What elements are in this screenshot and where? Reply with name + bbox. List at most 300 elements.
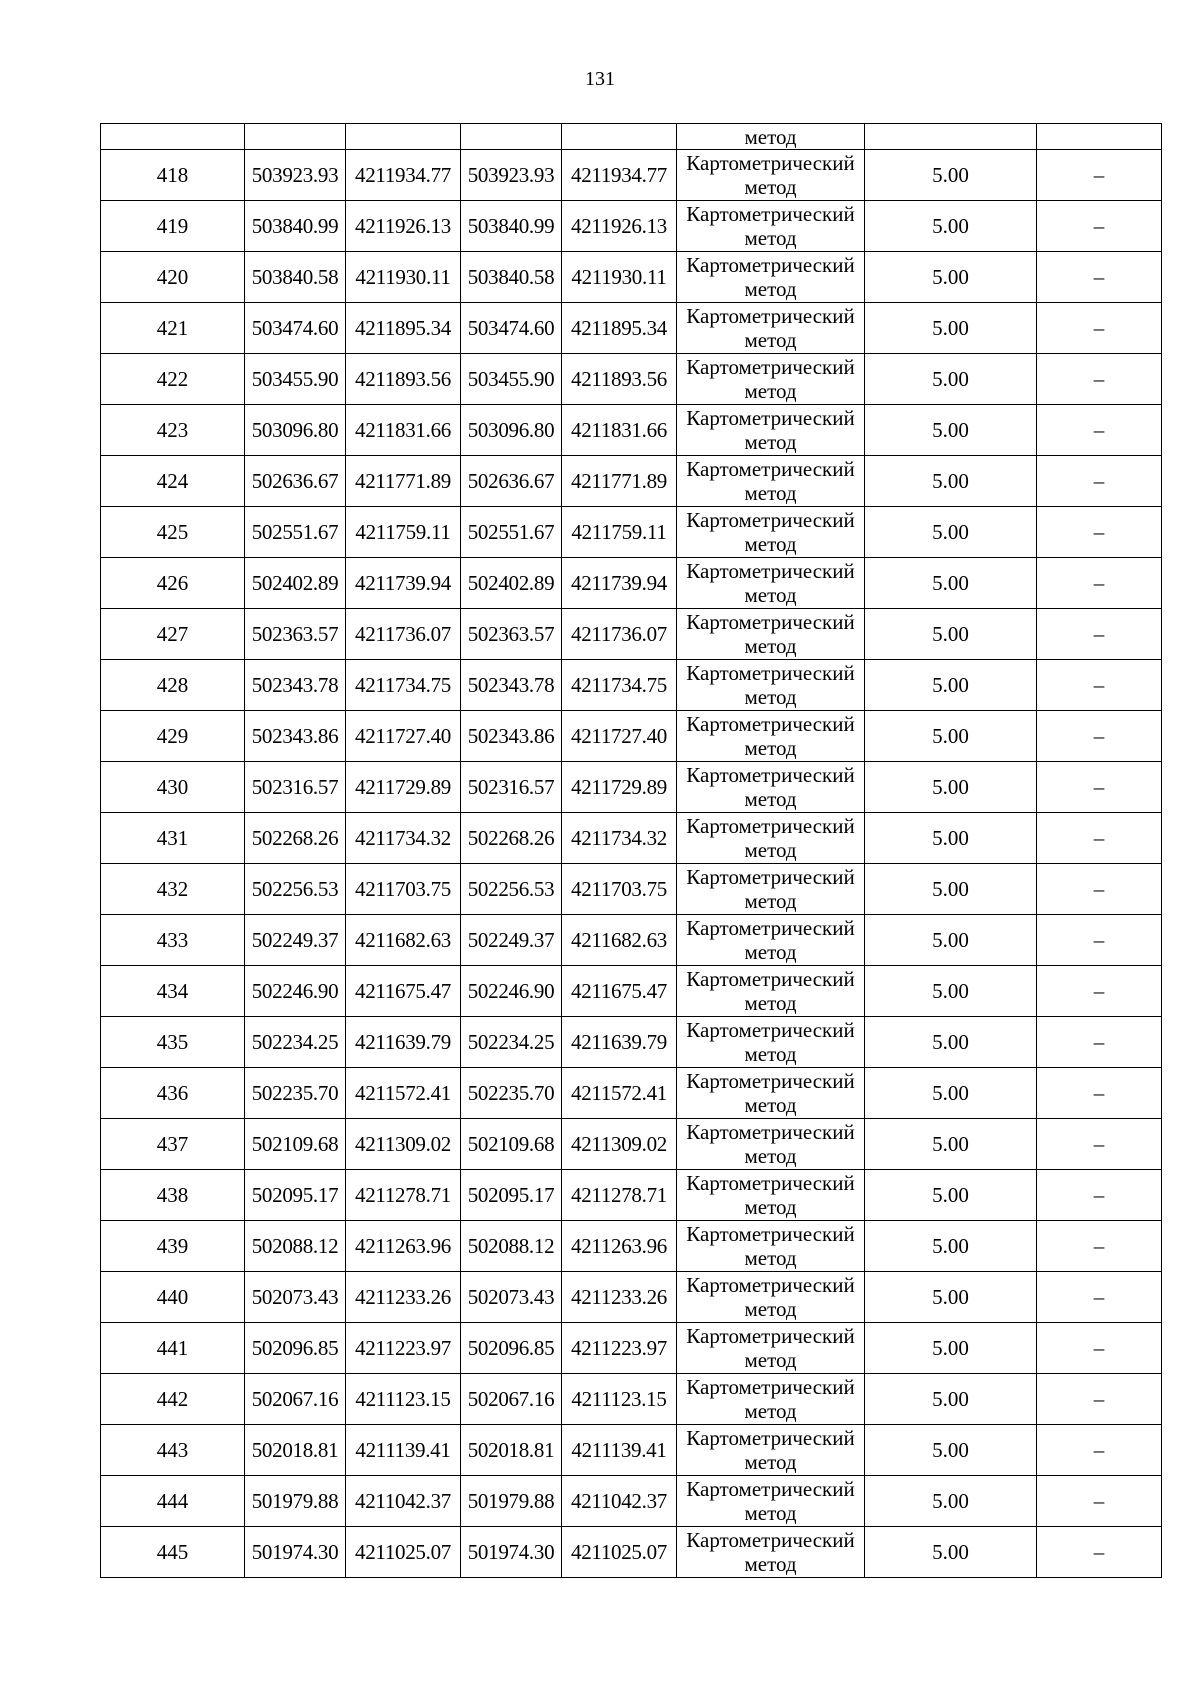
method-cell (677, 1170, 865, 1221)
y2-cell: 4211263.96 (562, 1221, 677, 1272)
method-line2: метод (744, 1042, 797, 1066)
x1-cell: 502343.78 (245, 660, 346, 711)
method-line2: метод (744, 1246, 797, 1270)
note-cell: – (1037, 558, 1162, 609)
method-cell (677, 864, 865, 915)
method-line1: Картометрический (686, 355, 855, 379)
method-line2: метод (744, 379, 797, 403)
table-row (101, 354, 1162, 405)
table-body (101, 124, 1162, 1578)
y1-cell: 4211042.37 (346, 1476, 461, 1527)
x1-cell: 503474.60 (245, 303, 346, 354)
x1-cell: 502249.37 (245, 915, 346, 966)
method-line1: Картометрический (686, 151, 855, 175)
x2-cell: 502249.37 (461, 915, 562, 966)
x2-cell: 503840.99 (461, 201, 562, 252)
precision-cell: 5.00 (865, 1272, 1037, 1323)
x1-cell: 502088.12 (245, 1221, 346, 1272)
precision-cell: 5.00 (865, 864, 1037, 915)
method-cell (677, 558, 865, 609)
y2-cell: 4211736.07 (562, 609, 677, 660)
y1-cell: 4211926.13 (346, 201, 461, 252)
x2-cell: 502246.90 (461, 966, 562, 1017)
method-line2: метод (744, 1195, 797, 1219)
y2-cell: 4211734.32 (562, 813, 677, 864)
y1-cell: 4211895.34 (346, 303, 461, 354)
y2-cell: 4211926.13 (562, 201, 677, 252)
table-cell (101, 124, 245, 150)
method-line2: метод (744, 1093, 797, 1117)
y2-cell: 4211934.77 (562, 150, 677, 201)
method-cell (677, 201, 865, 252)
y2-cell: 4211734.75 (562, 660, 677, 711)
y2-cell: 4211223.97 (562, 1323, 677, 1374)
method-cell (677, 1221, 865, 1272)
table-row (101, 1068, 1162, 1119)
table-row (101, 1272, 1162, 1323)
x2-cell: 502402.89 (461, 558, 562, 609)
method-cell (677, 456, 865, 507)
method-cell (677, 303, 865, 354)
method-line1: Картометрический (686, 508, 855, 532)
x2-cell: 502363.57 (461, 609, 562, 660)
point-number-cell: 442 (101, 1374, 245, 1425)
point-number-cell: 444 (101, 1476, 245, 1527)
note-cell: – (1037, 354, 1162, 405)
point-number-cell: 423 (101, 405, 245, 456)
method-line1: Картометрический (686, 1477, 855, 1501)
method-line2: метод (744, 991, 797, 1015)
method-line1: Картометрический (686, 559, 855, 583)
point-number-cell: 438 (101, 1170, 245, 1221)
precision-cell: 5.00 (865, 711, 1037, 762)
x2-cell: 502256.53 (461, 864, 562, 915)
y1-cell: 4211703.75 (346, 864, 461, 915)
point-number-cell: 433 (101, 915, 245, 966)
method-cell (677, 966, 865, 1017)
method-cell (677, 150, 865, 201)
method-line1: Картометрический (686, 1018, 855, 1042)
table-cell (346, 124, 461, 150)
precision-cell: 5.00 (865, 609, 1037, 660)
note-cell: – (1037, 1374, 1162, 1425)
method-line1: Картометрический (686, 661, 855, 685)
method-line2: метод (744, 736, 797, 760)
x2-cell: 502235.70 (461, 1068, 562, 1119)
x1-cell: 503840.99 (245, 201, 346, 252)
x1-cell: 502073.43 (245, 1272, 346, 1323)
table-row (101, 507, 1162, 558)
table-row (101, 915, 1162, 966)
precision-cell: 5.00 (865, 405, 1037, 456)
note-cell: – (1037, 303, 1162, 354)
method-line2: метод (744, 1450, 797, 1474)
method-cell (677, 252, 865, 303)
note-cell: – (1037, 1017, 1162, 1068)
x1-cell: 501974.30 (245, 1527, 346, 1578)
table-row (101, 303, 1162, 354)
method-line1: Картометрический (686, 1120, 855, 1144)
table-cell (245, 124, 346, 150)
method-line1: Картометрический (686, 814, 855, 838)
note-cell: – (1037, 660, 1162, 711)
coordinates-table (100, 123, 1162, 1578)
table-row (101, 762, 1162, 813)
x1-cell: 502018.81 (245, 1425, 346, 1476)
point-number-cell: 434 (101, 966, 245, 1017)
method-cell (677, 915, 865, 966)
method-line2: метод (744, 889, 797, 913)
y2-cell: 4211771.89 (562, 456, 677, 507)
method-line1: Картометрический (686, 1069, 855, 1093)
precision-cell: 5.00 (865, 507, 1037, 558)
y1-cell: 4211831.66 (346, 405, 461, 456)
precision-cell: 5.00 (865, 966, 1037, 1017)
x2-cell: 503455.90 (461, 354, 562, 405)
method-line1: Картометрический (686, 712, 855, 736)
point-number-cell: 430 (101, 762, 245, 813)
method-line2: метод (744, 583, 797, 607)
precision-cell: 5.00 (865, 915, 1037, 966)
method-line1: Картометрический (686, 916, 855, 940)
point-number-cell: 432 (101, 864, 245, 915)
method-cell (677, 609, 865, 660)
y2-cell: 4211278.71 (562, 1170, 677, 1221)
method-cell (677, 813, 865, 864)
method-line1: Картометрический (686, 1426, 855, 1450)
y2-cell: 4211675.47 (562, 966, 677, 1017)
method-cell (677, 1017, 865, 1068)
y2-cell: 4211572.41 (562, 1068, 677, 1119)
precision-cell: 5.00 (865, 201, 1037, 252)
precision-cell: 5.00 (865, 1425, 1037, 1476)
precision-cell: 5.00 (865, 1170, 1037, 1221)
y2-cell: 4211727.40 (562, 711, 677, 762)
table-row (101, 201, 1162, 252)
y1-cell: 4211736.07 (346, 609, 461, 660)
precision-cell: 5.00 (865, 150, 1037, 201)
note-cell: – (1037, 966, 1162, 1017)
x2-cell: 502088.12 (461, 1221, 562, 1272)
x1-cell: 502235.70 (245, 1068, 346, 1119)
x2-cell: 502109.68 (461, 1119, 562, 1170)
method-line2: метод (744, 685, 797, 709)
precision-cell: 5.00 (865, 660, 1037, 711)
x2-cell: 501979.88 (461, 1476, 562, 1527)
note-cell: – (1037, 1425, 1162, 1476)
method-line2: метод (744, 940, 797, 964)
point-number-cell: 431 (101, 813, 245, 864)
y1-cell: 4211223.97 (346, 1323, 461, 1374)
point-number-cell: 429 (101, 711, 245, 762)
method-line2: метод (744, 1348, 797, 1372)
point-number-cell: 424 (101, 456, 245, 507)
note-cell: – (1037, 762, 1162, 813)
table-cell (865, 124, 1037, 150)
method-line1: Картометрический (686, 457, 855, 481)
table-row (101, 1017, 1162, 1068)
note-cell: – (1037, 1323, 1162, 1374)
method-cell (677, 1119, 865, 1170)
table-row (101, 813, 1162, 864)
precision-cell: 5.00 (865, 1221, 1037, 1272)
y2-cell: 4211703.75 (562, 864, 677, 915)
x1-cell: 502402.89 (245, 558, 346, 609)
table-cell (562, 124, 677, 150)
x1-cell: 502316.57 (245, 762, 346, 813)
y2-cell: 4211042.37 (562, 1476, 677, 1527)
y2-cell: 4211025.07 (562, 1527, 677, 1578)
x2-cell: 503840.58 (461, 252, 562, 303)
x1-cell: 502095.17 (245, 1170, 346, 1221)
point-number-cell: 418 (101, 150, 245, 201)
precision-cell: 5.00 (865, 1068, 1037, 1119)
method-line1: Картометрический (686, 610, 855, 634)
table-cell (461, 124, 562, 150)
y1-cell: 4211934.77 (346, 150, 461, 201)
y1-cell: 4211139.41 (346, 1425, 461, 1476)
precision-cell: 5.00 (865, 1476, 1037, 1527)
method-line1: Картометрический (686, 865, 855, 889)
note-cell: – (1037, 813, 1162, 864)
point-number-cell: 437 (101, 1119, 245, 1170)
table-row (101, 609, 1162, 660)
method-line1: Картометрический (686, 1528, 855, 1552)
y2-cell: 4211759.11 (562, 507, 677, 558)
x2-cell: 502018.81 (461, 1425, 562, 1476)
x2-cell: 502067.16 (461, 1374, 562, 1425)
x2-cell: 502343.78 (461, 660, 562, 711)
x1-cell: 502256.53 (245, 864, 346, 915)
note-cell: – (1037, 1272, 1162, 1323)
x2-cell: 502095.17 (461, 1170, 562, 1221)
x2-cell: 502073.43 (461, 1272, 562, 1323)
y1-cell: 4211734.75 (346, 660, 461, 711)
y2-cell: 4211739.94 (562, 558, 677, 609)
precision-cell: 5.00 (865, 456, 1037, 507)
method-line1: Картометрический (686, 763, 855, 787)
point-number-cell: 440 (101, 1272, 245, 1323)
note-cell: – (1037, 1119, 1162, 1170)
method-cell (677, 1476, 865, 1527)
method-line2: метод (744, 175, 797, 199)
note-cell: – (1037, 1527, 1162, 1578)
x2-cell: 502343.86 (461, 711, 562, 762)
x1-cell: 503455.90 (245, 354, 346, 405)
table-row (101, 966, 1162, 1017)
y2-cell: 4211123.15 (562, 1374, 677, 1425)
y1-cell: 4211771.89 (346, 456, 461, 507)
point-number-cell: 425 (101, 507, 245, 558)
x2-cell: 503923.93 (461, 150, 562, 201)
method-cell (677, 1068, 865, 1119)
y2-cell: 4211831.66 (562, 405, 677, 456)
y1-cell: 4211639.79 (346, 1017, 461, 1068)
method-cell (677, 660, 865, 711)
table-row (101, 1221, 1162, 1272)
x1-cell: 502268.26 (245, 813, 346, 864)
note-cell: – (1037, 252, 1162, 303)
y2-cell: 4211233.26 (562, 1272, 677, 1323)
y2-cell: 4211139.41 (562, 1425, 677, 1476)
method-line2: метод (744, 430, 797, 454)
y2-cell: 4211729.89 (562, 762, 677, 813)
table-row (101, 150, 1162, 201)
table-row (101, 1527, 1162, 1578)
x2-cell: 502316.57 (461, 762, 562, 813)
method-line1: Картометрический (686, 304, 855, 328)
table-row (101, 558, 1162, 609)
x1-cell: 503096.80 (245, 405, 346, 456)
table-cell (1037, 124, 1162, 150)
y2-cell: 4211930.11 (562, 252, 677, 303)
y1-cell: 4211739.94 (346, 558, 461, 609)
y2-cell: 4211682.63 (562, 915, 677, 966)
table-row (101, 1170, 1162, 1221)
method-cell (677, 1272, 865, 1323)
y1-cell: 4211025.07 (346, 1527, 461, 1578)
method-cell (677, 1323, 865, 1374)
method-line1: Картометрический (686, 202, 855, 226)
note-cell: – (1037, 1170, 1162, 1221)
table-row (101, 711, 1162, 762)
page-number: 131 (585, 68, 615, 90)
method-line2: метод (744, 532, 797, 556)
x2-cell: 503096.80 (461, 405, 562, 456)
x2-cell: 502096.85 (461, 1323, 562, 1374)
x1-cell: 501979.88 (245, 1476, 346, 1527)
x1-cell: 502343.86 (245, 711, 346, 762)
x1-cell: 502096.85 (245, 1323, 346, 1374)
precision-cell: 5.00 (865, 303, 1037, 354)
point-number-cell: 422 (101, 354, 245, 405)
method-line2: метод (744, 1297, 797, 1321)
point-number-cell: 427 (101, 609, 245, 660)
x1-cell: 502636.67 (245, 456, 346, 507)
precision-cell: 5.00 (865, 252, 1037, 303)
x1-cell: 502363.57 (245, 609, 346, 660)
method-line1: Картометрический (686, 967, 855, 991)
table-row (101, 456, 1162, 507)
note-cell: – (1037, 609, 1162, 660)
note-cell: – (1037, 150, 1162, 201)
x1-cell: 502551.67 (245, 507, 346, 558)
method-line1: Картометрический (686, 1222, 855, 1246)
y1-cell: 4211759.11 (346, 507, 461, 558)
method-line1: Картометрический (686, 1375, 855, 1399)
method-line2: метод (744, 1552, 797, 1576)
table-row (101, 1323, 1162, 1374)
note-cell: – (1037, 1068, 1162, 1119)
y1-cell: 4211727.40 (346, 711, 461, 762)
table-row (101, 864, 1162, 915)
method-cell (677, 711, 865, 762)
y1-cell: 4211930.11 (346, 252, 461, 303)
x1-cell: 502234.25 (245, 1017, 346, 1068)
precision-cell: 5.00 (865, 813, 1037, 864)
method-line2: метод (744, 1501, 797, 1525)
y2-cell: 4211895.34 (562, 303, 677, 354)
precision-cell: 5.00 (865, 1119, 1037, 1170)
point-number-cell: 420 (101, 252, 245, 303)
point-number-cell: 439 (101, 1221, 245, 1272)
x1-cell: 502246.90 (245, 966, 346, 1017)
note-cell: – (1037, 1221, 1162, 1272)
method-line1: Картометрический (686, 406, 855, 430)
y1-cell: 4211675.47 (346, 966, 461, 1017)
x1-cell: 503923.93 (245, 150, 346, 201)
note-cell: – (1037, 915, 1162, 966)
method-cell (677, 1374, 865, 1425)
x2-cell: 502234.25 (461, 1017, 562, 1068)
carry-over-row (101, 124, 1162, 150)
y1-cell: 4211123.15 (346, 1374, 461, 1425)
table-row (101, 405, 1162, 456)
method-line2: метод (744, 838, 797, 862)
point-number-cell: 436 (101, 1068, 245, 1119)
y1-cell: 4211734.32 (346, 813, 461, 864)
x2-cell: 502636.67 (461, 456, 562, 507)
point-number-cell: 443 (101, 1425, 245, 1476)
method-line2: метод (744, 328, 797, 352)
y1-cell: 4211233.26 (346, 1272, 461, 1323)
y1-cell: 4211572.41 (346, 1068, 461, 1119)
method-line2: метод (744, 481, 797, 505)
point-number-cell: 435 (101, 1017, 245, 1068)
x2-cell: 502551.67 (461, 507, 562, 558)
x1-cell: 502109.68 (245, 1119, 346, 1170)
table-row (101, 660, 1162, 711)
method-line1: Картометрический (686, 253, 855, 277)
x1-cell: 503840.58 (245, 252, 346, 303)
note-cell: – (1037, 507, 1162, 558)
point-number-cell: 419 (101, 201, 245, 252)
point-number-cell: 428 (101, 660, 245, 711)
method-line2: метод (744, 1399, 797, 1423)
precision-cell: 5.00 (865, 762, 1037, 813)
x2-cell: 502268.26 (461, 813, 562, 864)
method-cell (677, 1425, 865, 1476)
point-number-cell: 441 (101, 1323, 245, 1374)
method-text: метод (744, 125, 797, 149)
method-line1: Картометрический (686, 1324, 855, 1348)
y1-cell: 4211893.56 (346, 354, 461, 405)
y2-cell: 4211639.79 (562, 1017, 677, 1068)
method-line2: метод (744, 277, 797, 301)
table-row (101, 1425, 1162, 1476)
x2-cell: 503474.60 (461, 303, 562, 354)
note-cell: – (1037, 456, 1162, 507)
point-number-cell: 445 (101, 1527, 245, 1578)
note-cell: – (1037, 201, 1162, 252)
note-cell: – (1037, 864, 1162, 915)
method-line1: Картометрический (686, 1171, 855, 1195)
method-cell (677, 405, 865, 456)
precision-cell: 5.00 (865, 1017, 1037, 1068)
method-line2: метод (744, 634, 797, 658)
table-row (101, 1476, 1162, 1527)
method-line2: метод (744, 226, 797, 250)
y1-cell: 4211682.63 (346, 915, 461, 966)
method-cell (677, 762, 865, 813)
method-cell (677, 354, 865, 405)
point-number-cell: 421 (101, 303, 245, 354)
precision-cell: 5.00 (865, 1374, 1037, 1425)
y1-cell: 4211729.89 (346, 762, 461, 813)
note-cell: – (1037, 711, 1162, 762)
method-line2: метод (744, 1144, 797, 1168)
point-number-cell: 426 (101, 558, 245, 609)
